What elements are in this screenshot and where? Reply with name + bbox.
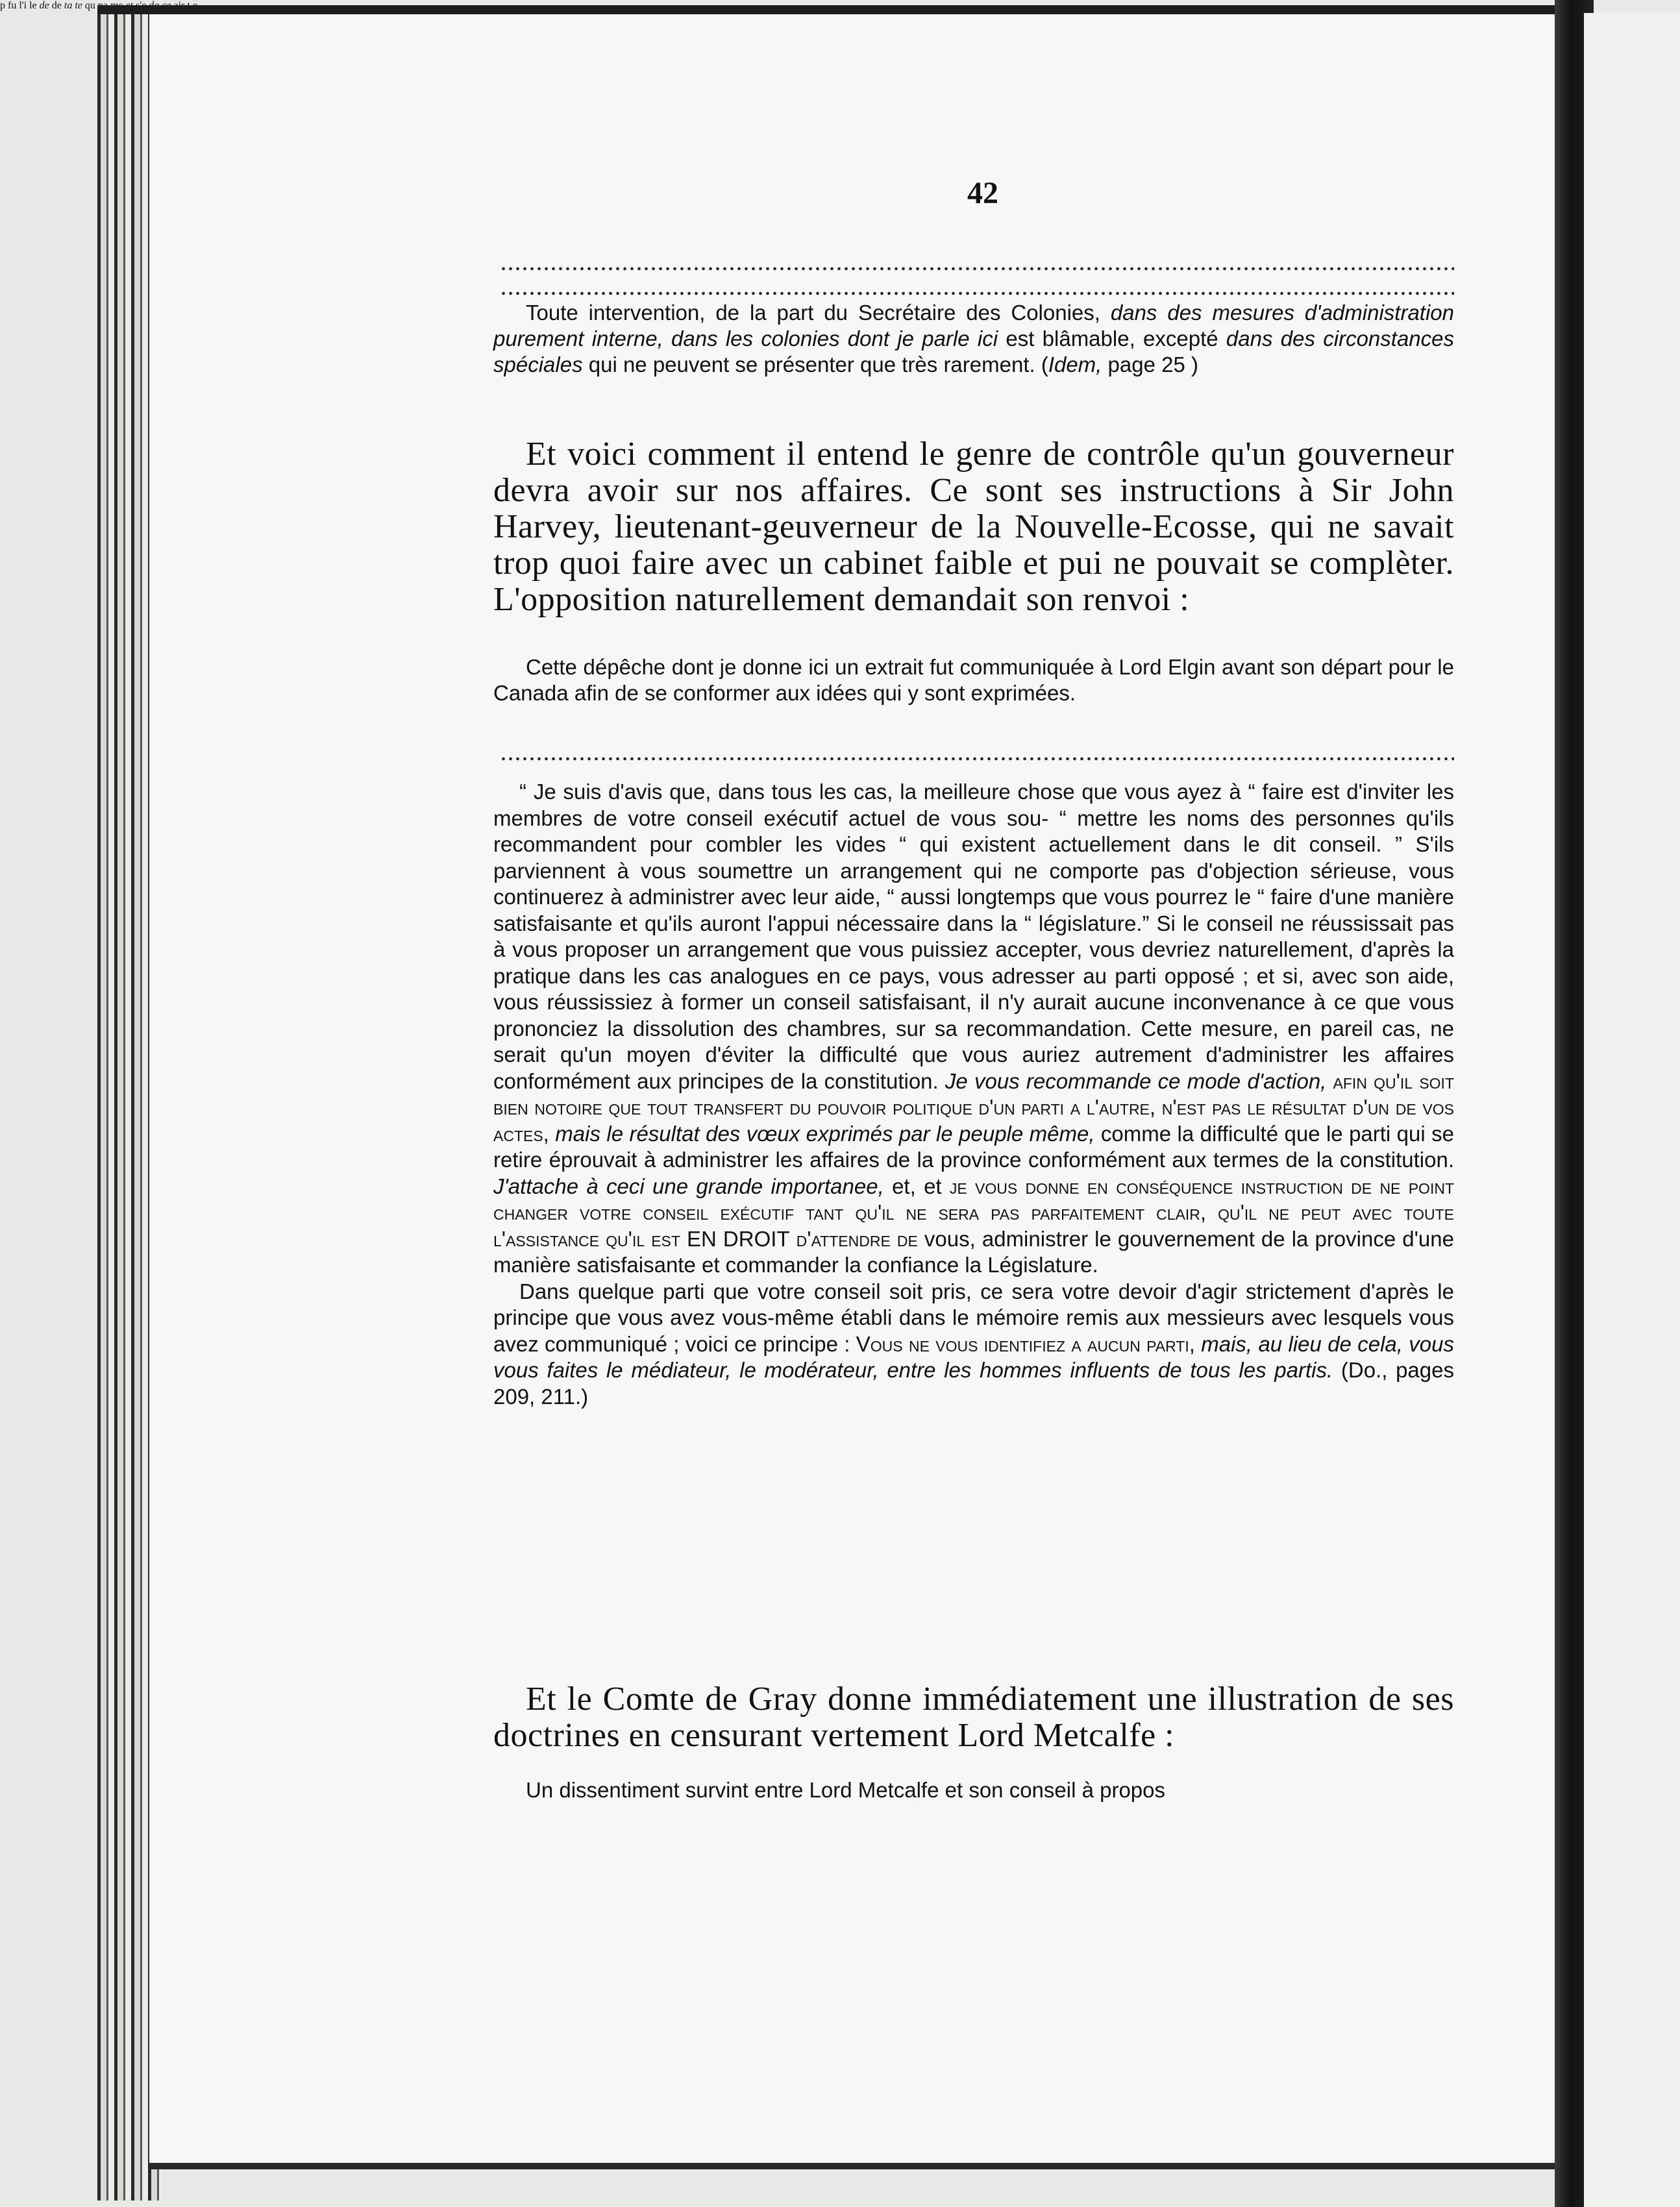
facing-page-fragment: fu [8,0,17,11]
quote-italic: Idem, [1048,352,1102,376]
facing-page-fragment: ta [64,0,73,11]
quote-paragraph [493,1279,1454,1411]
facing-page-fragment: l'i [19,0,27,11]
quote-caps: EN DROIT [687,1226,790,1251]
quote-text: et, et [883,1174,950,1198]
quote-text: qui ne peuvent se présenter que très rarement. ( [582,352,1048,376]
page-number: 42 [967,176,998,210]
facing-page-fragment: te [75,0,82,11]
quote-text: Un dissentiment survint entre Lord Metcalfe et son conseil à propos [526,1778,1166,1802]
quote-paragraph [493,779,1454,1279]
quote-text: est blâmable, excepté [998,327,1226,351]
quote-block-4 [493,1777,1454,1803]
quote-text: (Do., pages 209, 211.) [493,1358,1454,1409]
paragraph-text: Et voici comment il entend le genre de contrôle qu'un gouverneur devra avoir sur nos affaires. Ce sont ses instructions à Sir John Harvey, lieutenant-geuverneur de la Nouvelle-Ecosse, qui ne savait trop quoi faire avec un cabinet faible et pui ne pouvait se complèter. L'opposition naturellement demandait son renvoi : [493,436,1454,618]
quote-text: Toute intervention, de la part du Secrétaire des Colonies, [526,301,1111,325]
quote-italic: Je vous recommande ce mode d'action, [945,1068,1327,1093]
quote-text: “ Je suis d'avis que, dans tous les cas, la meilleure chose que vous ayez à “ faire est d'inviter les membres de votre conseil exécutif actuel de vous sou- “ mettre les noms des personnes qu'ils recommandent pour combler les vides “ qui existent actuellement dans le dit conseil. ” S'ils parviennent à vous soumettre un arrangement qui ne comporte pas d'objection sérieuse, vous continuerez à administrer avec leur aide, “ aussi longtemps que vous pourrez le “ faire d'une manière satisfaisante et qu'ils auront l'appui nécessaire dans la “ législature.” Si le conseil ne réussissait pas à vous proposer un arrangement que vous puissiez accepter, vous devriez naturellement, d'après la pratique dans les cas analogues en ce pays, vous adresser au parti opposé ; et si, avec son aide, vous réussissiez à former un conseil satisfaisant, il n'y aurait aucune inconvenance à ce que vous prononciez la dissolution des chambres, sur sa recommandation. Cette mesure, en pareil cas, ne serait qu'un moyen d'éviter la difficulté que vous auriez autrement d'administrer les affaires conformément aux principes de la constitution. [493,780,1454,1093]
quote-small-caps: afin qu'il soit bien notoire que tout transfert du pouvoir politique d'un parti a l'autre, n'est pas le résultat d'un de vos actes, [493,1068,1454,1146]
ellipsis-row [500,291,1454,296]
quote-small-caps: Vous ne vous identifiez a aucun parti, [856,1331,1195,1356]
quote-italic: dans des mesures d'administration purement interne, dans les colonies dont je parle ici [493,301,1454,351]
quote-text: vous, administrer le gouvernement de la province d'une manière satisfaisante et commander la confiance la Législature. [493,1226,1454,1277]
quote-block-2 [493,654,1454,706]
body-paragraph-2 [493,1681,1454,1754]
quote-text: page 25 ) [1102,352,1198,376]
facing-page-fragment: de [39,0,49,11]
page-top-edge [97,5,1571,14]
ellipsis-row [500,266,1454,271]
ellipsis-row [500,756,1454,761]
quote-italic: dans des circonstances spéciales [493,327,1454,376]
facing-page-fragment: le [29,0,37,11]
quote-text: Cette dépêche dont je donne ici un extrait fut communiquée à Lord Elgin avant son départ pour le Canada afin de se conformer aux idées qui y sont exprimées. [493,655,1454,705]
quote-block-1 [493,300,1454,378]
facing-page-fragment: qu [84,0,95,11]
quote-small-caps: je vous donne en conséquence instruction de ne point changer votre conseil exécutif tant qu'il ne sera pas parfaitement clair, qu'il ne peut avec toute l'assistance qu'il est [493,1174,1454,1251]
facing-page [1584,13,1680,2207]
facing-page-fragment: de [51,0,62,11]
paragraph-text: Et le Comte de Gray donne immédiatement une illustration de ses doctrines en censurant vertement Lord Metcalfe : [493,1681,1454,1754]
quote-italic: mais, au lieu de cela, vous vous faites le médiateur, le modérateur, entre les hommes influents de tous les partis. [493,1331,1454,1382]
quote-italic: J'attache à ceci une grande importanee, [493,1174,884,1198]
quote-text: Dans quelque parti que votre conseil soit pris, ce sera votre devoir d'agir strictement d'après le principe que vous avez vous-même établi dans le mémoire remis aux messieurs avec lesquels vous avez communiqué ; voici ce principe : [493,1279,1454,1356]
facing-page-fragment: p [0,0,5,11]
quote-text: comme la difficulté que le parti qui se retire éprouvait à administrer les affaires de la province conformément aux termes de la constitution. [493,1121,1454,1172]
quote-italic: mais le résultat des vœux exprimés par le peuple même, [549,1121,1095,1146]
quote-small-caps: d'attendre de [789,1226,918,1251]
quote-block-3 [493,779,1454,1410]
body-paragraph-1 [493,436,1454,618]
